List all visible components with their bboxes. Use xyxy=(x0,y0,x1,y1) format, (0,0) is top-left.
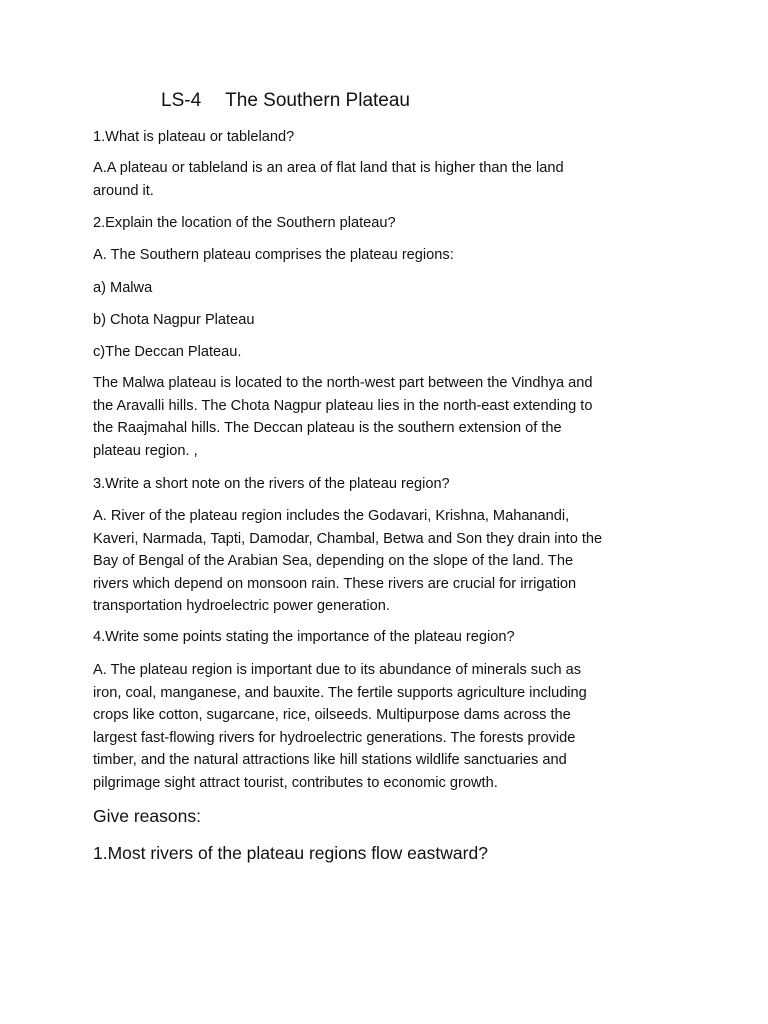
text-line: 1.Most rivers of the plateau regions flow eastward? xyxy=(93,843,488,863)
text-line: Kaveri, Narmada, Tapti, Damodar, Chambal, Betwa and Son they drain into the xyxy=(93,530,603,547)
text-line: 4.Write some points stating the importance of the plateau region? xyxy=(93,629,515,645)
answer-4 xyxy=(93,659,683,794)
text-line: iron, coal, manganese, and bauxite. The fertile supports agriculture including xyxy=(93,684,587,701)
answer-2-detail xyxy=(93,372,683,462)
text-line: largest fast-flowing rivers for hydroelectric generations. The forests provide xyxy=(93,729,576,746)
text-line: Bay of Bengal of the Arabian Sea, depending on the slope of the land. The xyxy=(93,553,574,569)
text-line: c)The Deccan Plateau. xyxy=(93,344,242,360)
text-line: b) Chota Nagpur Plateau xyxy=(93,312,255,328)
text-line: pilgrimage sight attract tourist, contributes to economic growth. xyxy=(93,774,498,791)
text-line: the Raajmahal hills. The Deccan plateau is the southern extension of the xyxy=(93,420,562,436)
page-title xyxy=(161,89,410,113)
text-line: 3.Write a short note on the rivers of the plateau region? xyxy=(93,476,450,492)
text-line: a) Malwa xyxy=(93,280,153,296)
list-item-deccan xyxy=(93,341,683,364)
answer-3 xyxy=(93,505,683,618)
list-item-malwa xyxy=(93,277,683,300)
text-line: 1.What is plateau or tableland? xyxy=(93,129,295,145)
text-line: The Malwa plateau is located to the north-west part between the Vindhya and xyxy=(93,375,593,391)
question-3 xyxy=(93,473,683,496)
reason-question-1 xyxy=(93,841,683,865)
section-heading-give-reasons xyxy=(93,804,683,828)
text-line: rivers which depend on monsoon rain. These rivers are crucial for irrigation xyxy=(93,575,577,592)
text-line: A. River of the plateau region includes the Godavari, Krishna, Mahanandi, xyxy=(93,508,570,524)
text-line: the Aravalli hills. The Chota Nagpur plateau lies in the north-east extending to xyxy=(93,397,593,414)
answer-1 xyxy=(93,157,683,202)
text-line: timber, and the natural attractions like hill stations wildlife sanctuaries and xyxy=(93,752,567,768)
text-line: A. The plateau region is important due to its abundance of minerals such as xyxy=(93,662,582,678)
text-line: plateau region. , xyxy=(93,442,198,459)
text-line: crops like cotton, sugarcane, rice, oilseeds. Multipurpose dams across the xyxy=(93,707,571,723)
question-4 xyxy=(93,626,683,649)
text-line: transportation hydroelectric power generation. xyxy=(93,598,390,614)
text-line: A. The Southern plateau comprises the plateau regions: xyxy=(93,247,454,263)
lesson-title: The Southern Plateau xyxy=(225,90,410,111)
question-1 xyxy=(93,126,683,149)
answer-2-intro xyxy=(93,244,683,267)
text-line: A.A plateau or tableland is an area of flat land that is higher than the land xyxy=(93,160,564,176)
lesson-code: LS-4 xyxy=(161,90,202,111)
list-item-chota-nagpur xyxy=(93,309,683,332)
text-line: around it. xyxy=(93,182,154,199)
question-2 xyxy=(93,212,683,235)
text-line: Give reasons: xyxy=(93,806,201,826)
text-line: 2.Explain the location of the Southern plateau? xyxy=(93,215,396,231)
